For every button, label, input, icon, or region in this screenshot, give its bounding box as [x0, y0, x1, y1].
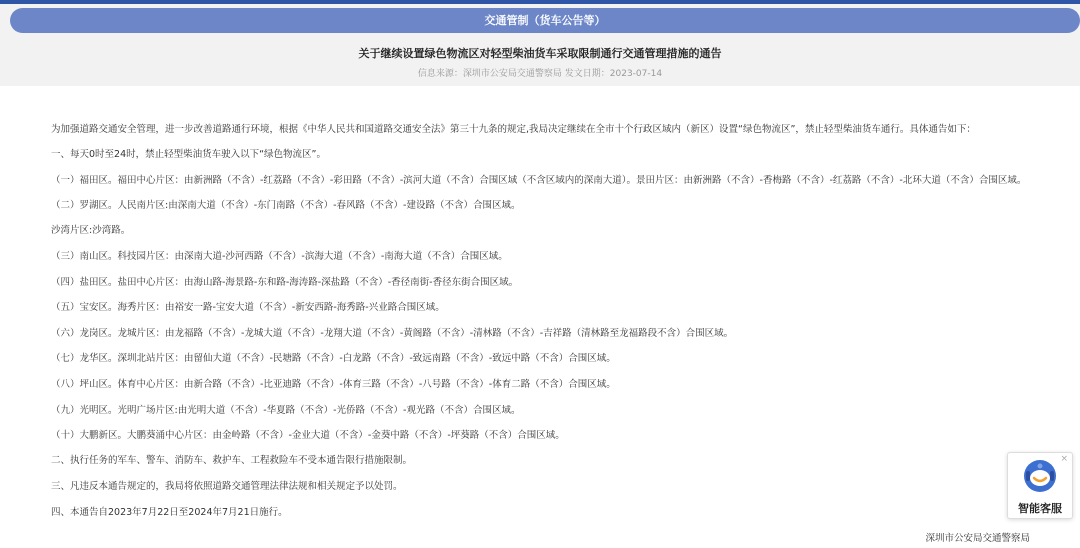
- article-body: [0, 86, 1080, 548]
- paragraph: 四、本通告自2023年7月22日至2024年7月21日施行。: [51, 507, 288, 518]
- paragraph: 为加强道路交通安全管理，进一步改善道路通行环境，根据《中华人民共和国道路交通安全法》第三十九条的规定,我局决定继续在全市十个行政区域内（新区）设置“绿色物流区”，禁止轻型柴油货车通行。具体通告如下：: [51, 124, 976, 135]
- smart-service-label: 智能客服: [1018, 502, 1062, 515]
- paragraph: （五）宝安区。海秀片区：由裕安一路-宝安大道（不含）-新安西路-海秀路-兴业路合围区域。: [51, 302, 445, 313]
- article-title: 关于继续设置绿色物流区对轻型柴油货车采取限制通行交通管理措施的通告: [358, 47, 722, 60]
- paragraph: 一、每天0时至24时，禁止轻型柴油货车驶入以下“绿色物流区”。: [51, 149, 326, 160]
- smart-service-widget[interactable]: [1007, 452, 1073, 519]
- paragraph: 三、凡违反本通告规定的，我局将依照道路交通管理法律法规和相关规定予以处罚。: [51, 481, 403, 492]
- paragraph: （三）南山区。科技园片区：由深南大道-沙河西路（不含）-滨海大道（不含）-南海大道（不含）合围区域。: [51, 251, 508, 262]
- paragraph: （九）光明区。光明广场片区:由光明大道（不含）-华夏路（不含）-光侨路（不含）-观光路（不含）合围区域。: [51, 405, 521, 416]
- paragraph: （二）罗湖区。人民南片区:由深南大道（不含）-东门南路（不含）-春风路（不含）-建设路（不含）合围区域。: [51, 200, 521, 211]
- customer-service-robot-icon: [1022, 458, 1058, 494]
- paragraph: 沙湾片区:沙湾路。: [51, 225, 131, 236]
- category-header: 交通管制（货车公告等）: [10, 8, 1080, 33]
- paragraph: （四）盐田区。盐田中心片区：由海山路-海景路-东和路-海涛路-深盐路（不含）-香径南街-香径东街合围区域。: [51, 277, 519, 288]
- paragraph: （七）龙华区。深圳北站片区：由留仙大道（不含）-民塘路（不含）-白龙路（不含）-致远南路（不含）-致远中路（不含）合围区域。: [51, 353, 616, 364]
- paragraph: 二、执行任务的军车、警车、消防车、救护车、工程救险车不受本通告限行措施限制。: [51, 455, 413, 466]
- paragraph: （十）大鹏新区。大鹏葵涌中心片区：由金岭路（不含）-金业大道（不含）-金葵中路（不含）-坪葵路（不含）合围区域。: [51, 430, 565, 441]
- article-meta: 信息来源：深圳市公安局交通警察局 发文日期：2023-07-14: [417, 69, 663, 79]
- close-icon[interactable]: ×: [1060, 454, 1068, 464]
- paragraph: （六）龙岗区。龙城片区：由龙福路（不含）-龙城大道（不含）-龙翔大道（不含）-黄阁路（不含）-清林路（不含）-吉祥路（清林路至龙福路段不含）合围区域。: [51, 328, 734, 339]
- article-header: [0, 33, 1080, 85]
- paragraph: （八）坪山区。体育中心片区：由新合路（不含）-比亚迪路（不含）-体育三路（不含）-八号路（不含）-体育二路（不含）合围区域。: [51, 379, 616, 390]
- top-accent-line: [0, 0, 1080, 4]
- signature: 深圳市公安局交通警察局: [925, 533, 1030, 544]
- paragraph: （一）福田区。福田中心片区：由新洲路（不含）-红荔路（不含）-彩田路（不含）-滨河大道（不含）合围区域（不含区域内的深南大道）。景田片区：由新洲路（不含）-香梅路（不含）-红荔路（不含）-北环大道（不含）合围区域。: [51, 175, 1027, 186]
